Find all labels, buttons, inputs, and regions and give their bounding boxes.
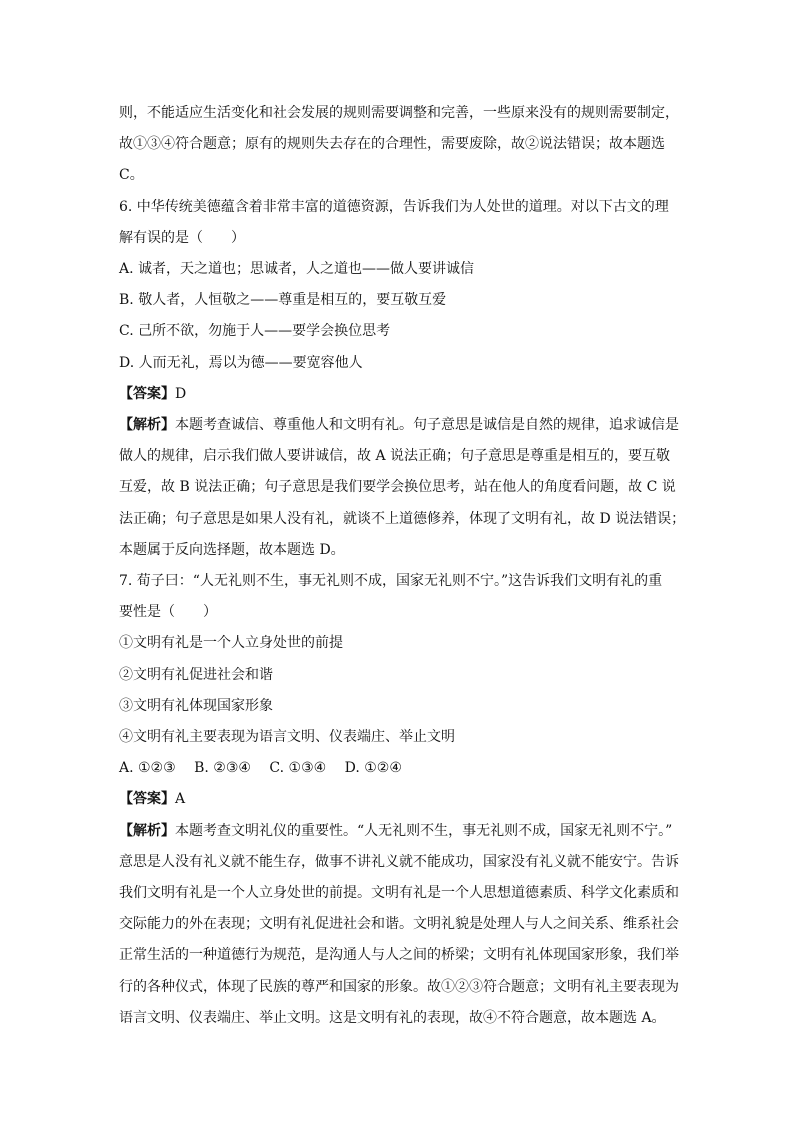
option-c: C. 己所不欲，勿施于人——要学会换位思考 [119,323,391,340]
question-stem: 解有误的是（ ） [119,229,245,246]
answer-value: D [175,385,187,402]
analysis-line [119,410,679,441]
statement-4: ④文明有礼主要表现为语言文明、仪表端庄、举止文明 [119,729,455,746]
analysis-line: 互爱，故 B 说法正确；句子意思是我们要学会换位思考，站在他人的角度看问题，故 C 说 [119,479,676,496]
answer-tag: 【答案】 [119,791,175,808]
analysis-line: 意思是人没有礼义就不能生存，做事不讲礼义就不能成功，国家没有礼义就不能安宁。告诉 [119,853,679,870]
document-page [119,98,686,1034]
question-stem: 6. 中华传统美德蕴含着非常丰富的道德资源，告诉我们为人处世的道理。对以下古文的理 [119,198,669,215]
option-a: A. 诚者，天之道也；思诚者，人之道也——做人要讲诚信 [119,261,475,278]
analysis-text: 本题考查诚信、尊重他人和文明有礼。句子意思是诚信是自然的规律，追求诚信是 [175,417,679,434]
statement-1: ①文明有礼是一个人立身处世的前提 [119,635,343,652]
analysis-line: 行的各种仪式，体现了民族的尊严和国家的形象。故①②③符合题意；文明有礼主要表现为 [119,978,679,995]
answer-line [119,379,679,410]
statement-3: ③文明有礼体现国家形象 [119,697,273,714]
analysis-tag: 【解析】 [119,822,175,839]
analysis-line: 法正确；句子意思是如果人没有礼，就谈不上道德修养，体现了文明有礼，故 D 说法错误； [119,510,686,527]
question-7 [119,566,679,1034]
text-line: 故①③④符合题意；原有的规则失去存在的合理性，需要废除，故②说法错误；故本题选 [119,136,665,153]
answer-tag: 【答案】 [119,385,175,402]
answer-value: A [175,791,186,808]
text-line: 则，不能适应生活变化和社会发展的规则需要调整和完善，一些原来没有的规则需要制定， [119,105,679,121]
analysis-text: 本题考查文明礼仪的重要性。“人无礼则不生，事无礼则不成，国家无礼则不宁。” [175,822,673,839]
text-line: C。 [119,167,144,184]
option-d: D. 人而无礼，焉以为德——要宽容他人 [119,354,363,371]
question-stem: 7. 荀子曰：“人无礼则不生，事无礼则不成，国家无礼则不宁。”这告诉我们文明有礼的重 [119,573,663,590]
continuation-paragraph [119,98,679,192]
analysis-line: 正常生活的一种道德行为规范，是沟通人与人之间的桥梁；文明有礼体现国家形象，我们举 [119,947,679,964]
answer-options: A. ①②③ B. ②③④ C. ①③④ D. ①②④ [119,760,402,777]
analysis-line: 本题属于反向选择题，故本题选 D。 [119,541,345,558]
option-b: B. 敬人者，人恒敬之——尊重是相互的，要互敬互爱 [119,292,447,309]
analysis-line: 我们文明有礼是一个人立身处世的前提。文明有礼是一个人思想道德素质、科学文化素质和 [119,885,679,902]
analysis-line: 语言文明、仪表端庄、举止文明。这是文明有礼的表现，故④不符合题意，故本题选 A。 [119,1009,666,1026]
question-6 [119,192,686,566]
analysis-line [119,816,679,847]
analysis-line: 做人的规律，启示我们做人要讲诚信，故 A 说法正确；句子意思是尊重是相互的，要互敬 [119,448,671,465]
statement-2: ②文明有礼促进社会和谐 [119,666,273,683]
answer-line [119,784,679,815]
question-stem: 要性是（ ） [119,604,217,621]
analysis-tag: 【解析】 [119,417,175,434]
analysis-line: 交际能力的外在表现；文明有礼促进社会和谐。文明礼貌是处理人与人之间关系、维系社会 [119,916,679,933]
